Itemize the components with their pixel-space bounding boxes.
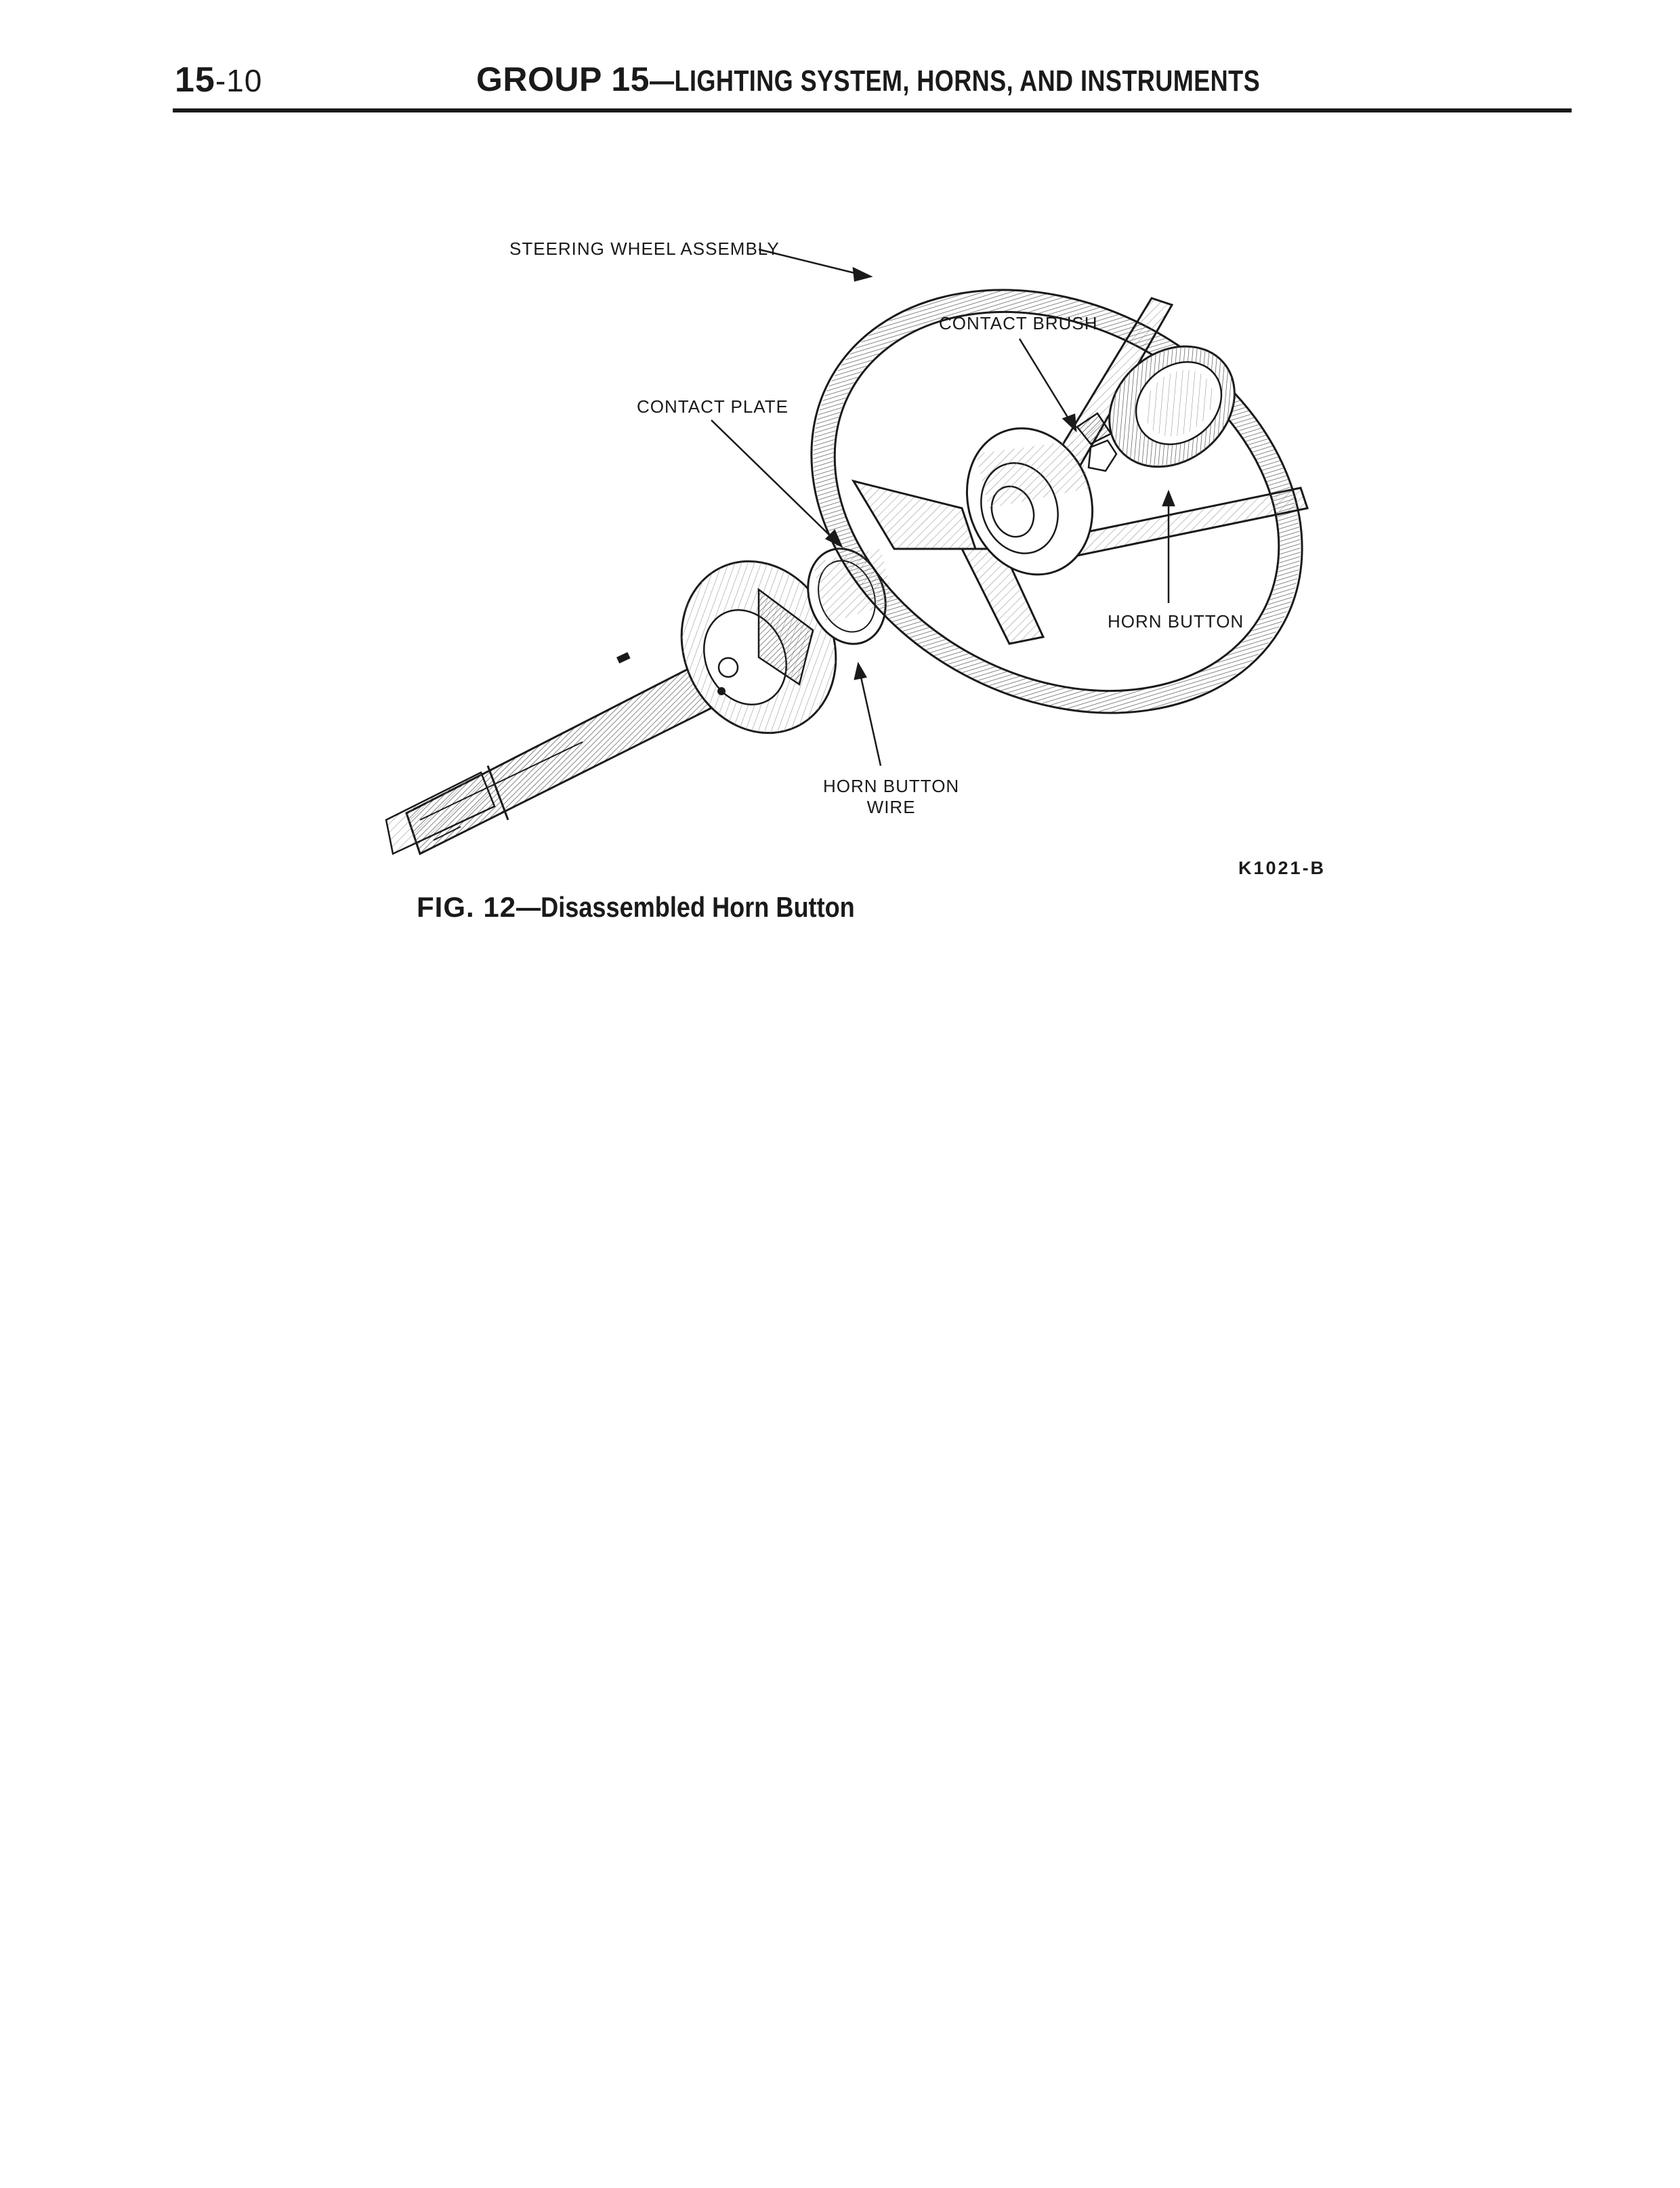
figure — [379, 169, 1368, 874]
label-contact-brush: CONTACT BRUSH — [939, 313, 1098, 333]
group-title: —LIGHTING SYSTEM, HORNS, AND INSTRUMENTS — [649, 64, 1261, 98]
horn-button — [1085, 321, 1259, 491]
header-rule — [173, 108, 1572, 112]
label-horn-button-wire-line2: WIRE — [866, 797, 916, 817]
page-number-major: 15 — [175, 60, 215, 100]
label-horn-button-wire — [823, 776, 959, 818]
leader-contact-brush — [1020, 339, 1070, 421]
figure-code: K1021-B — [1238, 858, 1326, 878]
label-horn-button-wire-line1: HORN BUTTON — [823, 776, 960, 796]
steering-column — [386, 664, 718, 854]
figure-caption — [417, 891, 910, 924]
page-number — [175, 60, 262, 100]
group-label: GROUP 15 — [476, 60, 650, 98]
figure-caption-text: —Disassembled Horn Button — [516, 891, 855, 923]
steering-wheel-illustration — [379, 169, 1368, 874]
figure-caption-prefix: FIG. 12 — [417, 891, 517, 923]
page-number-minor: -10 — [215, 63, 263, 98]
label-contact-plate: CONTACT PLATE — [637, 396, 789, 417]
label-steering-wheel-assembly: STEERING WHEEL ASSEMBLY — [509, 239, 780, 259]
label-horn-button: HORN BUTTON — [1108, 611, 1244, 632]
page-header-title — [476, 60, 1394, 99]
leader-horn-button-wire — [860, 674, 881, 766]
